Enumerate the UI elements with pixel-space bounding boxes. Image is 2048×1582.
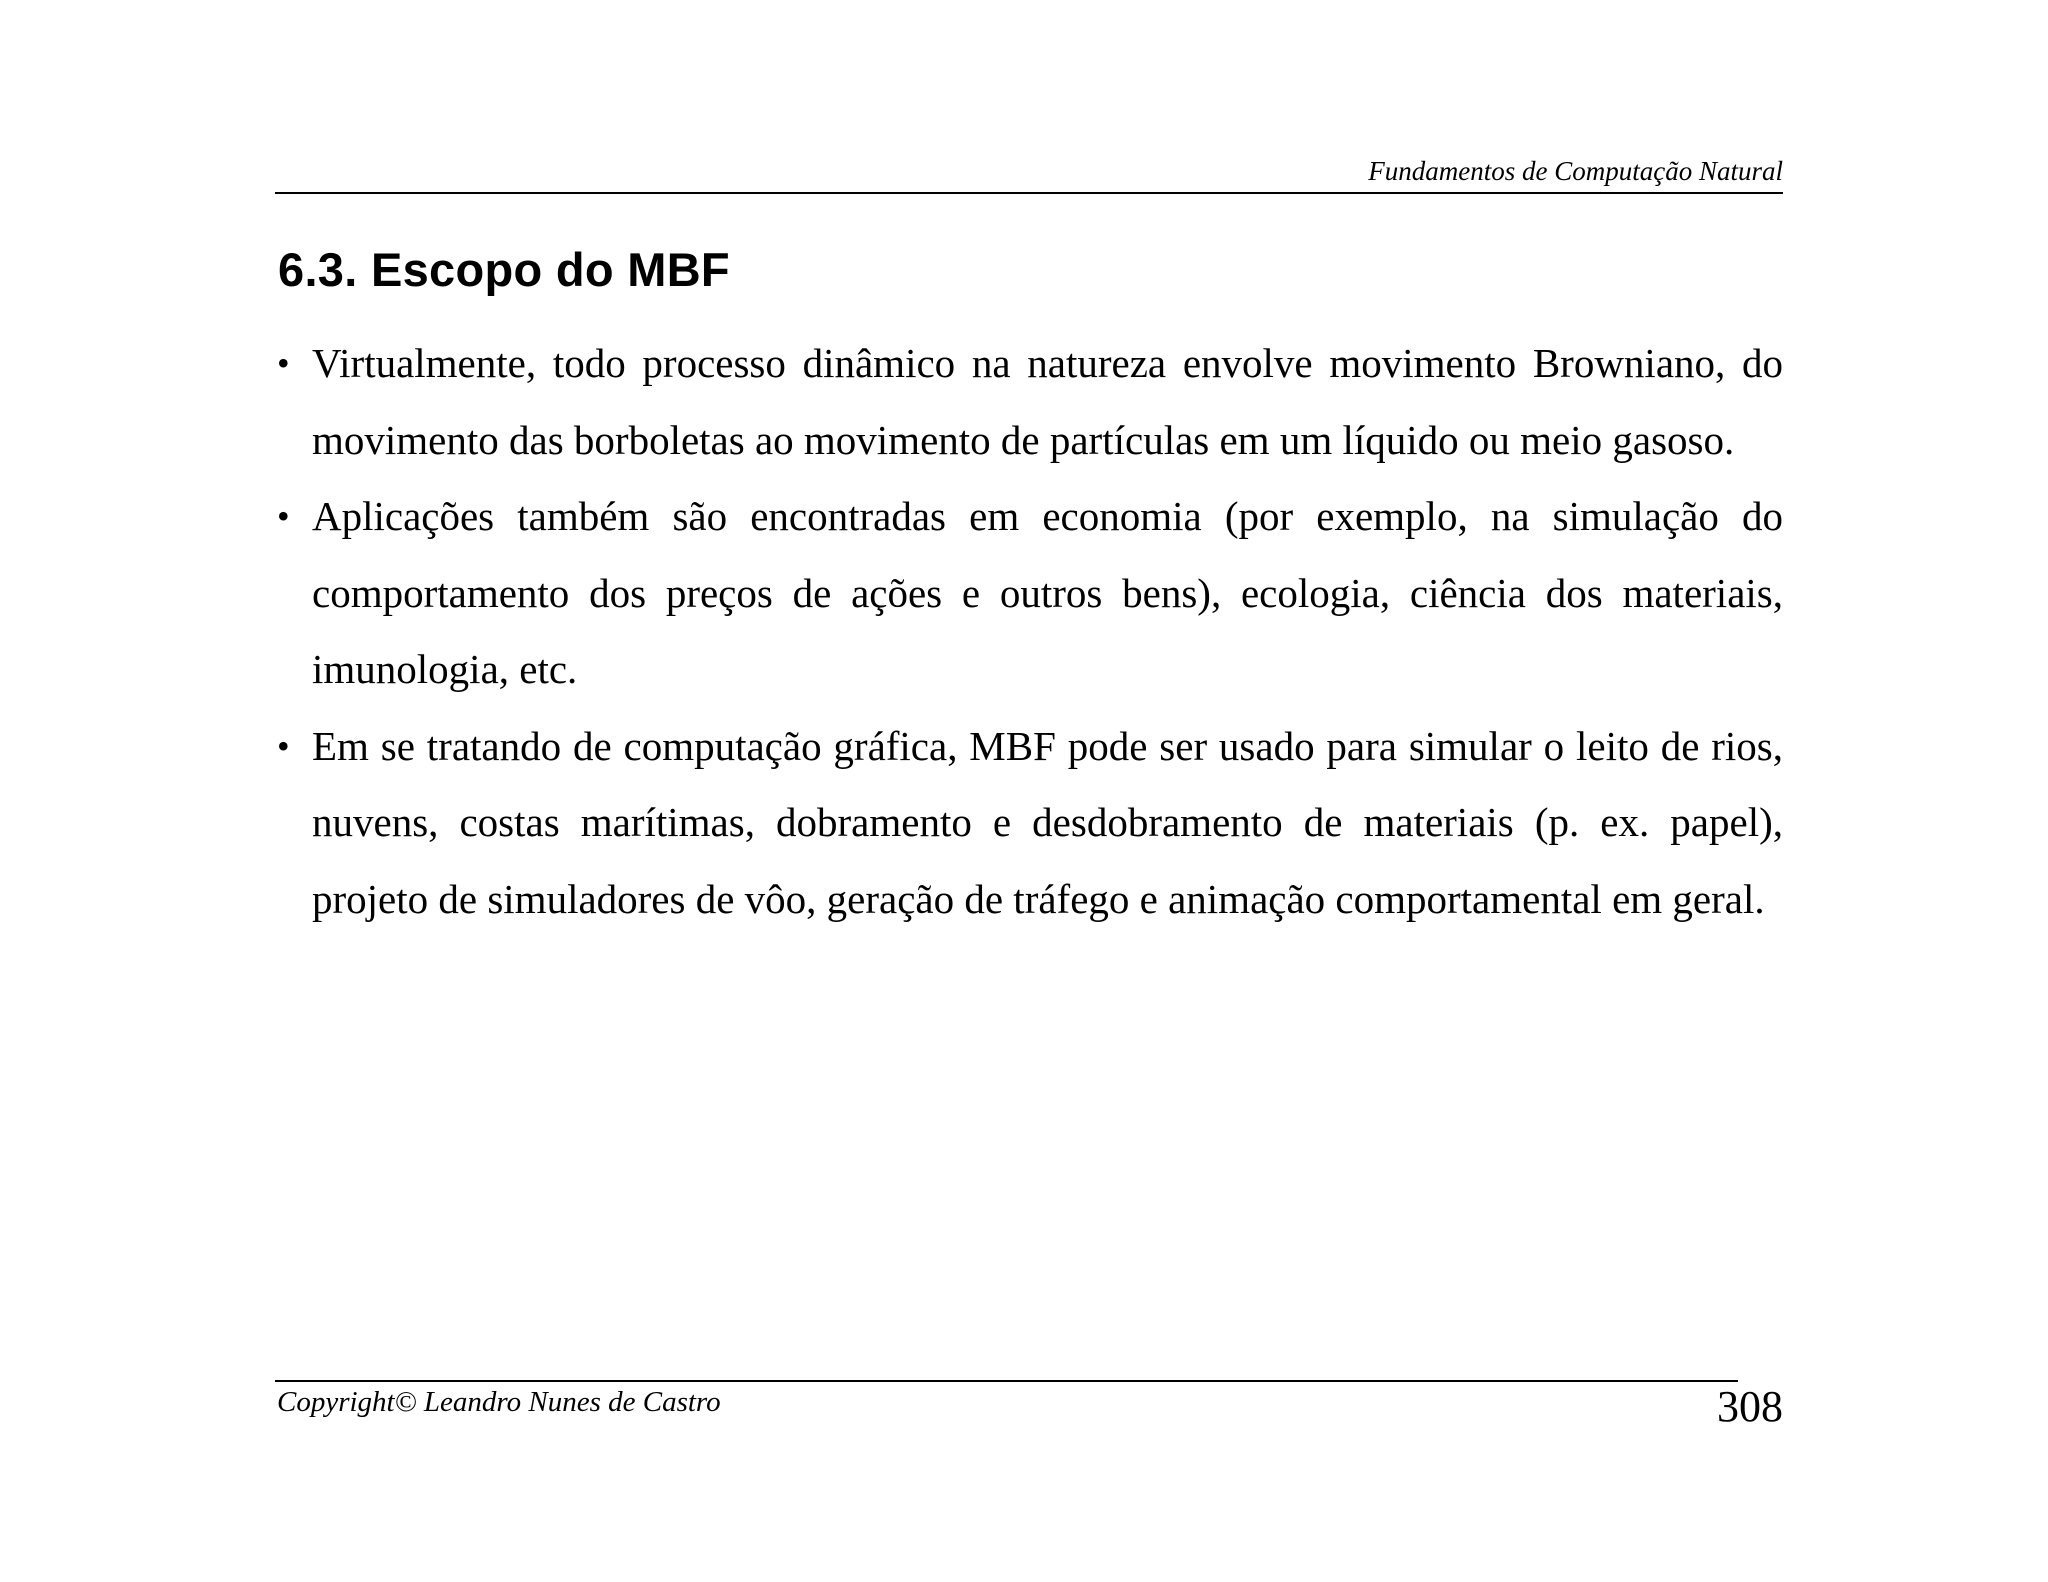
bullet-item [275,325,1783,478]
page-number: 308 [1717,1382,1783,1431]
bullet-icon: • [277,496,290,536]
bullet-item [275,478,1783,708]
bullet-text: Em se tratando de computação gráfica, MBF pode ser usado para simular o leito de rios, nuvens, costas marítimas, dobramento e desdobramento de materiais (p. ex. papel), projeto de simuladores de vôo, geração de tráfego e animação comportamental em geral. [312,722,1783,922]
footer-rule [275,1380,1738,1382]
bullet-item [275,708,1783,938]
bullet-icon: • [277,343,290,383]
bullet-icon: • [277,725,290,766]
bullet-text: Aplicações também são encontradas em economia (por exemplo, na simulação do comportamento dos preços de ações e outros bens), ecologia, ciência dos materiais, imunologia, etc. [312,493,1783,692]
bullet-text: Virtualmente, todo processo dinâmico na natureza envolve movimento Browniano, do movimento das borboletas ao movimento de partículas em um líquido ou meio gasoso. [312,340,1783,463]
bullet-list [275,325,1783,937]
copyright-notice: Copyright© Leandro Nunes de Castro [277,1386,721,1418]
header-rule [275,192,1783,194]
section-title: 6.3. Escopo do MBF [278,243,730,296]
running-header: Fundamentos de Computação Natural [1368,156,1783,186]
